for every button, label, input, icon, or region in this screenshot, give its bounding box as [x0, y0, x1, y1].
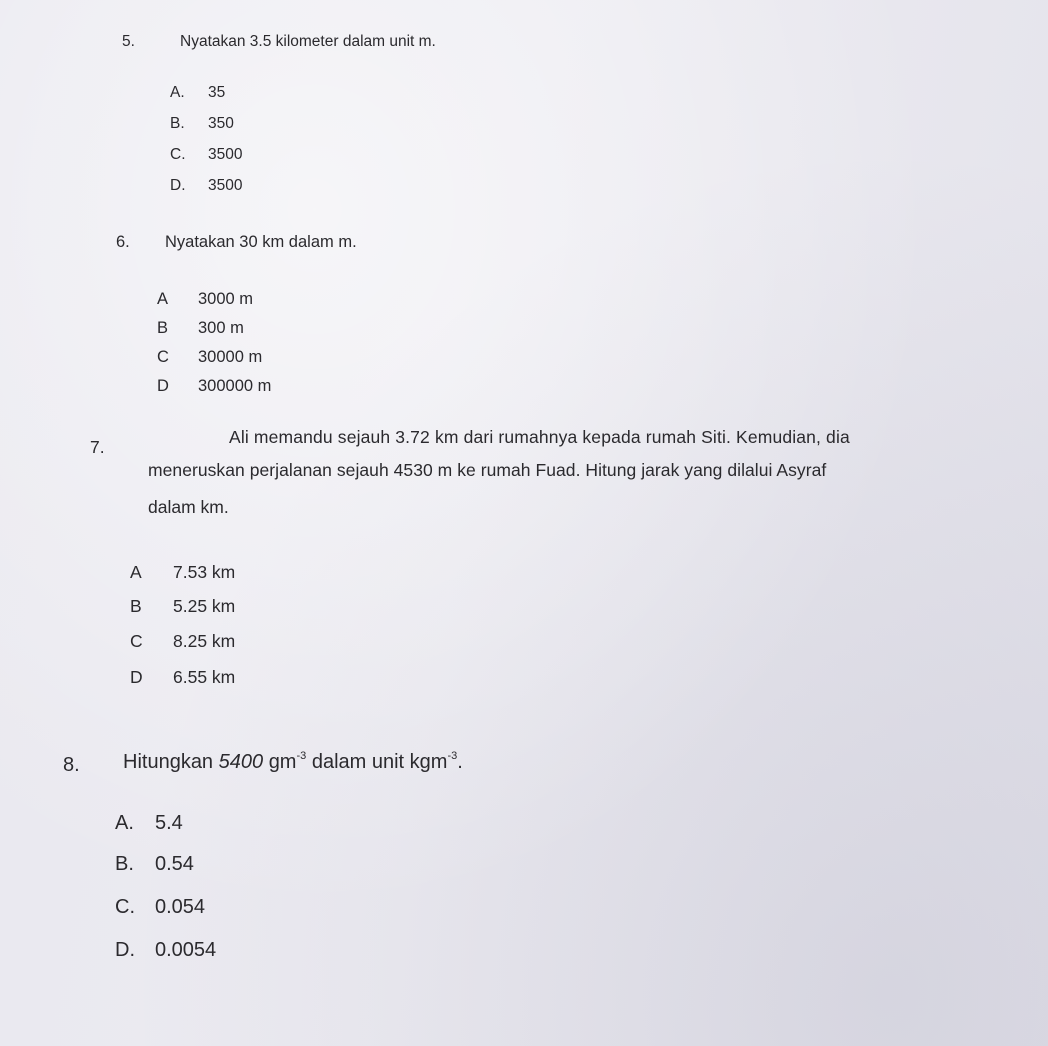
option-c — [115, 896, 205, 919]
option-letter-b: B — [130, 596, 142, 616]
unit-to: kgm — [409, 751, 448, 773]
option-value-b: 5.25 km — [173, 596, 236, 616]
option-value-a: 3000 m — [198, 290, 254, 308]
option-value-c: 8.25 km — [173, 631, 236, 651]
text-middle: dalam unit — [306, 751, 410, 773]
question-text: Nyatakan 3.5 kilometer dalam unit m. — [180, 33, 436, 50]
option-value-d: 300000 m — [198, 377, 272, 395]
text-suffix: . — [457, 751, 463, 773]
option-a — [115, 812, 183, 835]
option-letter-a: A. — [115, 812, 134, 834]
option-letter-c: C — [130, 631, 143, 651]
question-number: 7. — [90, 437, 105, 457]
option-value-b: 0.54 — [155, 853, 194, 875]
option-value-b: 350 — [208, 115, 234, 132]
option-letter-d: D. — [115, 939, 135, 961]
question-number: 6. — [116, 233, 130, 251]
option-letter-d: D — [130, 667, 143, 687]
option-letter-d: D — [157, 377, 169, 395]
option-value-d: 3500 — [208, 177, 243, 194]
question-text-line-2: meneruskan perjalanan sejauh 4530 m ke rumah Fuad. Hitung jarak yang dilalui Asyraf — [148, 460, 827, 480]
option-value-d: 0.0054 — [155, 939, 217, 961]
unit-to-exponent: -3 — [447, 750, 458, 762]
question-text-line-1: Ali memandu sejauh 3.72 km dari rumahnya kepada rumah Siti. Kemudian, dia — [229, 427, 850, 447]
option-letter-c: C — [157, 348, 169, 366]
option-value-c: 30000 m — [198, 348, 263, 366]
option-letter-a: A — [130, 562, 142, 582]
option-value-a: 35 — [208, 84, 226, 101]
option-d — [115, 939, 216, 962]
option-letter-d: D. — [170, 177, 186, 194]
option-value-d: 6.55 km — [173, 667, 236, 687]
text-prefix: Hitungkan — [123, 751, 219, 773]
option-letter-b: B — [157, 319, 169, 337]
unit-from-exponent: -3 — [296, 750, 307, 762]
option-value-c: 0.054 — [155, 896, 206, 918]
quantity-value: 5400 — [218, 751, 264, 773]
option-letter-a: A — [157, 290, 169, 308]
option-letter-a: A. — [170, 84, 185, 101]
question-number: 5. — [122, 33, 135, 50]
option-letter-b: B. — [170, 115, 185, 132]
question-text-line-3: dalam km. — [148, 497, 229, 517]
question-text — [123, 750, 463, 774]
option-letter-c: C. — [115, 896, 135, 918]
option-b — [115, 853, 194, 876]
option-value-b: 300 m — [198, 319, 244, 337]
option-value-c: 3500 — [208, 146, 243, 163]
option-value-a: 5.4 — [155, 812, 183, 834]
unit-from: gm — [268, 751, 297, 773]
option-letter-c: C. — [170, 146, 186, 163]
question-text: Nyatakan 30 km dalam m. — [165, 233, 357, 251]
question-number: 8. — [63, 754, 80, 776]
option-letter-b: B. — [115, 853, 134, 875]
option-value-a: 7.53 km — [173, 562, 236, 582]
